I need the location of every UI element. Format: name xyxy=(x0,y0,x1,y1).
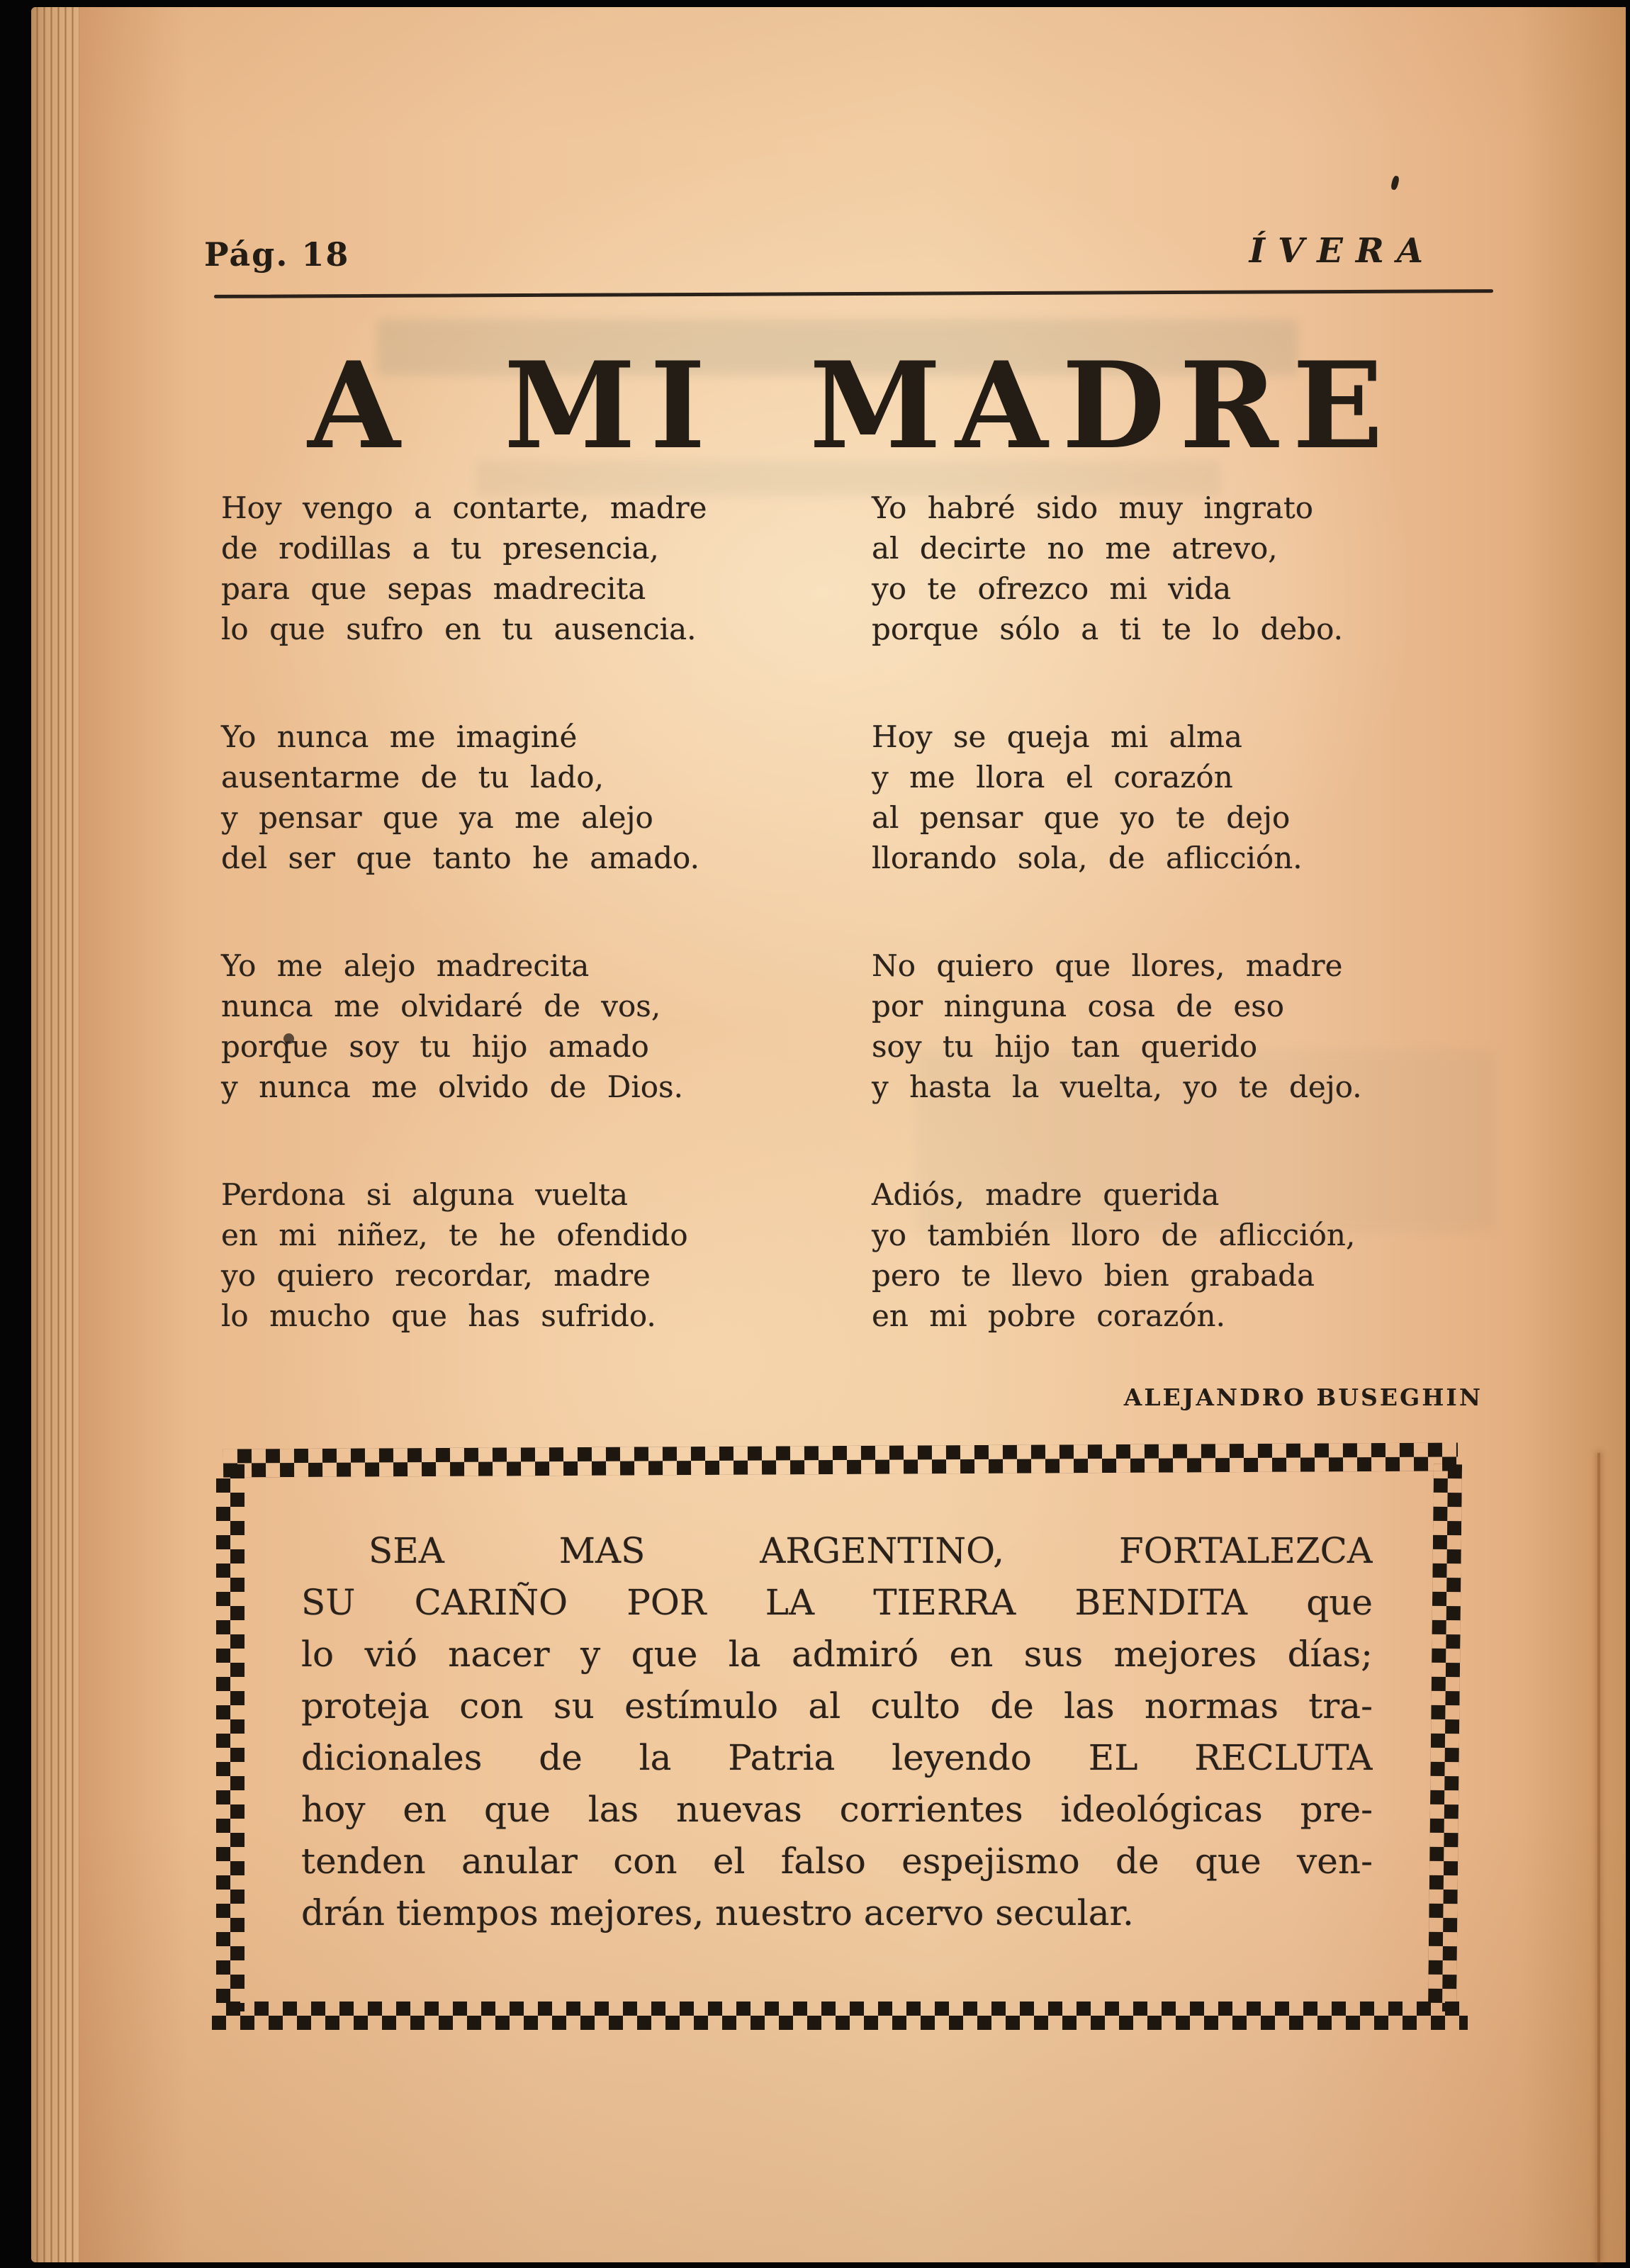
poem-line: por ninguna cosa de eso xyxy=(872,989,1285,1023)
advert-line: SEA MAS ARGENTINO, FORTALEZCA xyxy=(369,1530,1373,1571)
poem-line: en mi niñez, te he ofendido xyxy=(221,1218,688,1252)
stanza xyxy=(221,1174,859,1336)
advert-line: SU CARIÑO POR LA TIERRA BENDITA que xyxy=(301,1582,1373,1623)
poem-line: y pensar que ya me alejo xyxy=(221,800,653,835)
poem-title: A MI MADRE xyxy=(308,335,1398,476)
checker-border-left xyxy=(216,1464,244,2011)
poem-line: porque soy tu hijo amado xyxy=(221,1029,649,1064)
page-number: Pág. 18 xyxy=(204,235,350,274)
poem-line: y hasta la vuelta, yo te dejo. xyxy=(872,1070,1362,1104)
poem-line: al decirte no me atrevo, xyxy=(872,531,1278,566)
stanza xyxy=(221,488,859,649)
stanza xyxy=(221,945,859,1107)
poem-line: yo te ofrezco mi vida xyxy=(872,571,1232,606)
poem-line: lo que sufro en tu ausencia. xyxy=(221,612,697,646)
poem-author: ALEJANDRO BUSEGHIN xyxy=(1123,1383,1483,1411)
poem-line: yo quiero recordar, madre xyxy=(221,1258,651,1293)
poem-line: al pensar que yo te dejo xyxy=(872,800,1291,835)
poem-line: para que sepas madrecita xyxy=(221,571,646,606)
poem-line: del ser que tanto he amado. xyxy=(221,841,699,875)
stanza xyxy=(872,717,1517,878)
poem-line: pero te llevo bien grabada xyxy=(872,1258,1315,1293)
poem-line: Yo me alejo madrecita xyxy=(221,948,590,983)
poem-line: Yo habré sido muy ingrato xyxy=(872,490,1314,525)
advert-line: dicionales de la Patria leyendo EL RECLUTA xyxy=(301,1737,1373,1778)
advertisement-box xyxy=(216,1446,1458,2030)
advert-line: tenden anular con el falso espejismo de que ven- xyxy=(301,1841,1373,1882)
poem-line: Perdona si alguna vuelta xyxy=(221,1177,629,1212)
advert-line: lo vió nacer y que la admiró en sus mejores días; xyxy=(301,1634,1373,1675)
poem-column-left xyxy=(221,488,859,1403)
poem-line: soy tu hijo tan querido xyxy=(872,1029,1258,1064)
poem-line: nunca me olvidaré de vos, xyxy=(221,989,661,1023)
stanza xyxy=(872,945,1517,1107)
advert-line: hoy en que las nuevas corrientes ideológicas pre- xyxy=(301,1789,1373,1830)
poem-line: llorando sola, de aflicción. xyxy=(872,841,1303,875)
stanza xyxy=(221,717,859,878)
poem-line: porque sólo a ti te lo debo. xyxy=(872,612,1344,646)
magazine-page xyxy=(79,7,1626,2262)
poem-line: Hoy vengo a contarte, madre xyxy=(221,490,707,525)
book-page-edges xyxy=(31,7,79,2262)
poem-line: y me llora el corazón xyxy=(872,760,1233,795)
poem-line: lo mucho que has sufrido. xyxy=(221,1298,656,1333)
checker-border-top xyxy=(223,1442,1458,1477)
poem-line: ausentarme de tu lado, xyxy=(221,760,604,795)
checker-border-bottom xyxy=(212,2002,1468,2030)
header-rule xyxy=(214,289,1493,298)
poem-line: y nunca me olvido de Dios. xyxy=(221,1070,683,1104)
advert-line: drán tiempos mejores, nuestro acervo secular. xyxy=(301,1892,1134,1933)
poem-column-right xyxy=(872,488,1517,1403)
poem-line: Hoy se queja mi alma xyxy=(872,719,1242,754)
ink-speck xyxy=(1390,175,1400,191)
poem-line: yo también lloro de aflicción, xyxy=(872,1218,1356,1252)
advert-line: proteja con su estímulo al culto de las normas tra- xyxy=(301,1685,1373,1727)
poem-line: Adiós, madre querida xyxy=(872,1177,1220,1212)
masthead-title: ÍVERA xyxy=(1249,231,1436,271)
poem-line: No quiero que llores, madre xyxy=(872,948,1343,983)
checker-border-right xyxy=(1428,1464,1462,2011)
stanza xyxy=(872,1174,1517,1336)
advertisement-text xyxy=(301,1525,1373,1939)
poem-line: de rodillas a tu presencia, xyxy=(221,531,659,566)
stanza xyxy=(872,488,1517,649)
poem-line: Yo nunca me imaginé xyxy=(221,719,578,754)
page-crease xyxy=(1597,1453,1600,2262)
poem-line: en mi pobre corazón. xyxy=(872,1298,1225,1333)
